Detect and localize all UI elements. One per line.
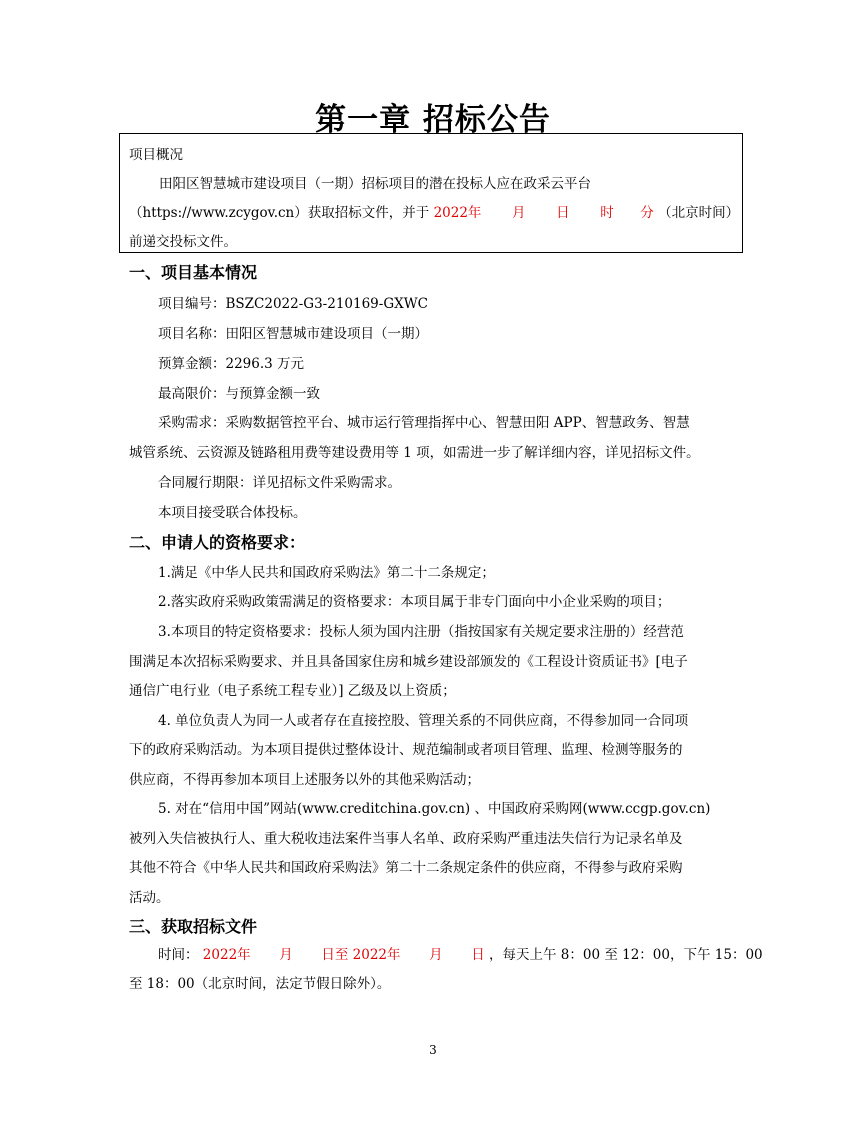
consortium-note: 本项目接受联合体投标。 xyxy=(158,505,307,521)
requirement-1: 1.满足《中华人民共和国政府采购法》第二十二条规定； xyxy=(158,565,495,581)
obtain-start-day: 日至 xyxy=(321,947,349,963)
requirement-4-line-2: 下的政府采购活动。为本项目提供过整体设计、规范编制或者项目管理、监理、检测等服务的 xyxy=(129,742,683,758)
deadline-day: 日 xyxy=(556,205,570,221)
requirement-5-line-1: 5. 对在“信用中国”网站(www.creditchina.gov.cn) 、中国政府采购网(www.ccgp.gov.cn) xyxy=(158,801,711,817)
deadline-hour: 时 xyxy=(600,205,614,221)
max-price: 最高限价：与预算金额一致 xyxy=(158,386,320,402)
obtain-time-line-2: 至 18：00（北京时间，法定节假日除外）。 xyxy=(129,976,391,992)
project-name: 项目名称：田阳区智慧城市建设项目（一期） xyxy=(158,326,428,342)
section3-heading: 三、获取招标文件 xyxy=(129,917,258,936)
budget-amount: 预算金额：2296.3 万元 xyxy=(158,356,305,372)
requirement-5-line-4: 活动。 xyxy=(129,890,170,906)
obtain-start-year: 2022年 xyxy=(202,947,251,963)
page-number: 3 xyxy=(429,1043,437,1057)
deadline-minute: 分 xyxy=(640,205,654,221)
overview-line-1-text: 田阳区智慧城市建设项目（一期）招标项目的潜在投标人应在政采云平台 xyxy=(159,176,591,192)
obtain-start-month: 月 xyxy=(279,947,293,963)
requirement-2: 2.落实政府采购政策需满足的资格要求：本项目属于非专门面向中小企业采购的项目； xyxy=(158,594,671,610)
obtain-daily-hours: ，每天上午 8：00 至 12：00，下午 15：00 xyxy=(488,947,763,963)
overview-beijing-time: （北京时间） xyxy=(658,205,740,221)
requirement-4-line-1: 4. 单位负责人为同一人或者存在直接控股、管理关系的不同供应商，不得参加同一合同项 xyxy=(158,713,689,729)
section1-heading: 一、项目基本情况 xyxy=(129,263,258,282)
section2-heading: 二、申请人的资格要求： xyxy=(129,533,306,552)
requirement-5-line-3: 其他不符合《中华人民共和国政府采购法》第二十二条规定条件的供应商，不得参与政府采购 xyxy=(129,860,683,876)
obtain-time-label: 时间： xyxy=(158,947,199,963)
deadline-month: 月 xyxy=(512,205,526,221)
requirement-3-line-1: 3.本项目的特定资格要求：投标人须为国内注册（指按国家有关规定要求注册的）经营范 xyxy=(158,624,684,640)
requirement-5-line-2: 被列入失信被执行人、重大税收违法案件当事人名单、政府采购严重违法失信行为记录名单及 xyxy=(129,831,683,847)
procurement-demand-line-1: 采购需求：采购数据管控平台、城市运行管理指挥中心、智慧田阳 APP、智慧政务、智慧 xyxy=(158,415,690,431)
procurement-demand-line-2: 城管系统、云资源及链路租用费等建设费用等 1 项，如需进一步了解详细内容，详见招标文件。 xyxy=(129,445,700,461)
obtain-end-month: 月 xyxy=(429,947,443,963)
requirement-3-line-3: 通信广电行业（电子系统工程专业）] 乙级及以上资质； xyxy=(129,683,456,699)
overview-line-2-text: （https://www.zcygov.cn）获取招标文件，并于 xyxy=(129,205,430,221)
overview-line-2 xyxy=(129,204,739,222)
requirement-4-line-3: 供应商，不得再参加本项目上述服务以外的其他采购活动； xyxy=(129,772,480,788)
obtain-time-line-1 xyxy=(158,946,763,964)
requirement-3-line-2: 围满足本次招标采购要求、并且具备国家住房和城乡建设部颁发的《工程设计资质证书》[电子 xyxy=(129,654,688,670)
project-number: 项目编号：BSZC2022-G3-210169-GXWC xyxy=(158,296,428,312)
deadline-year: 2022年 xyxy=(433,205,482,221)
obtain-end-day: 日 xyxy=(471,947,485,963)
overview-line-3: 前递交投标文件。 xyxy=(129,234,237,250)
overview-line-1 xyxy=(159,175,737,193)
contract-period: 合同履行期限：详见招标文件采购需求。 xyxy=(158,475,401,491)
chapter-title: 第一章 招标公告 xyxy=(315,102,551,138)
overview-heading: 项目概况 xyxy=(129,147,183,163)
obtain-end-year: 2022年 xyxy=(352,947,401,963)
